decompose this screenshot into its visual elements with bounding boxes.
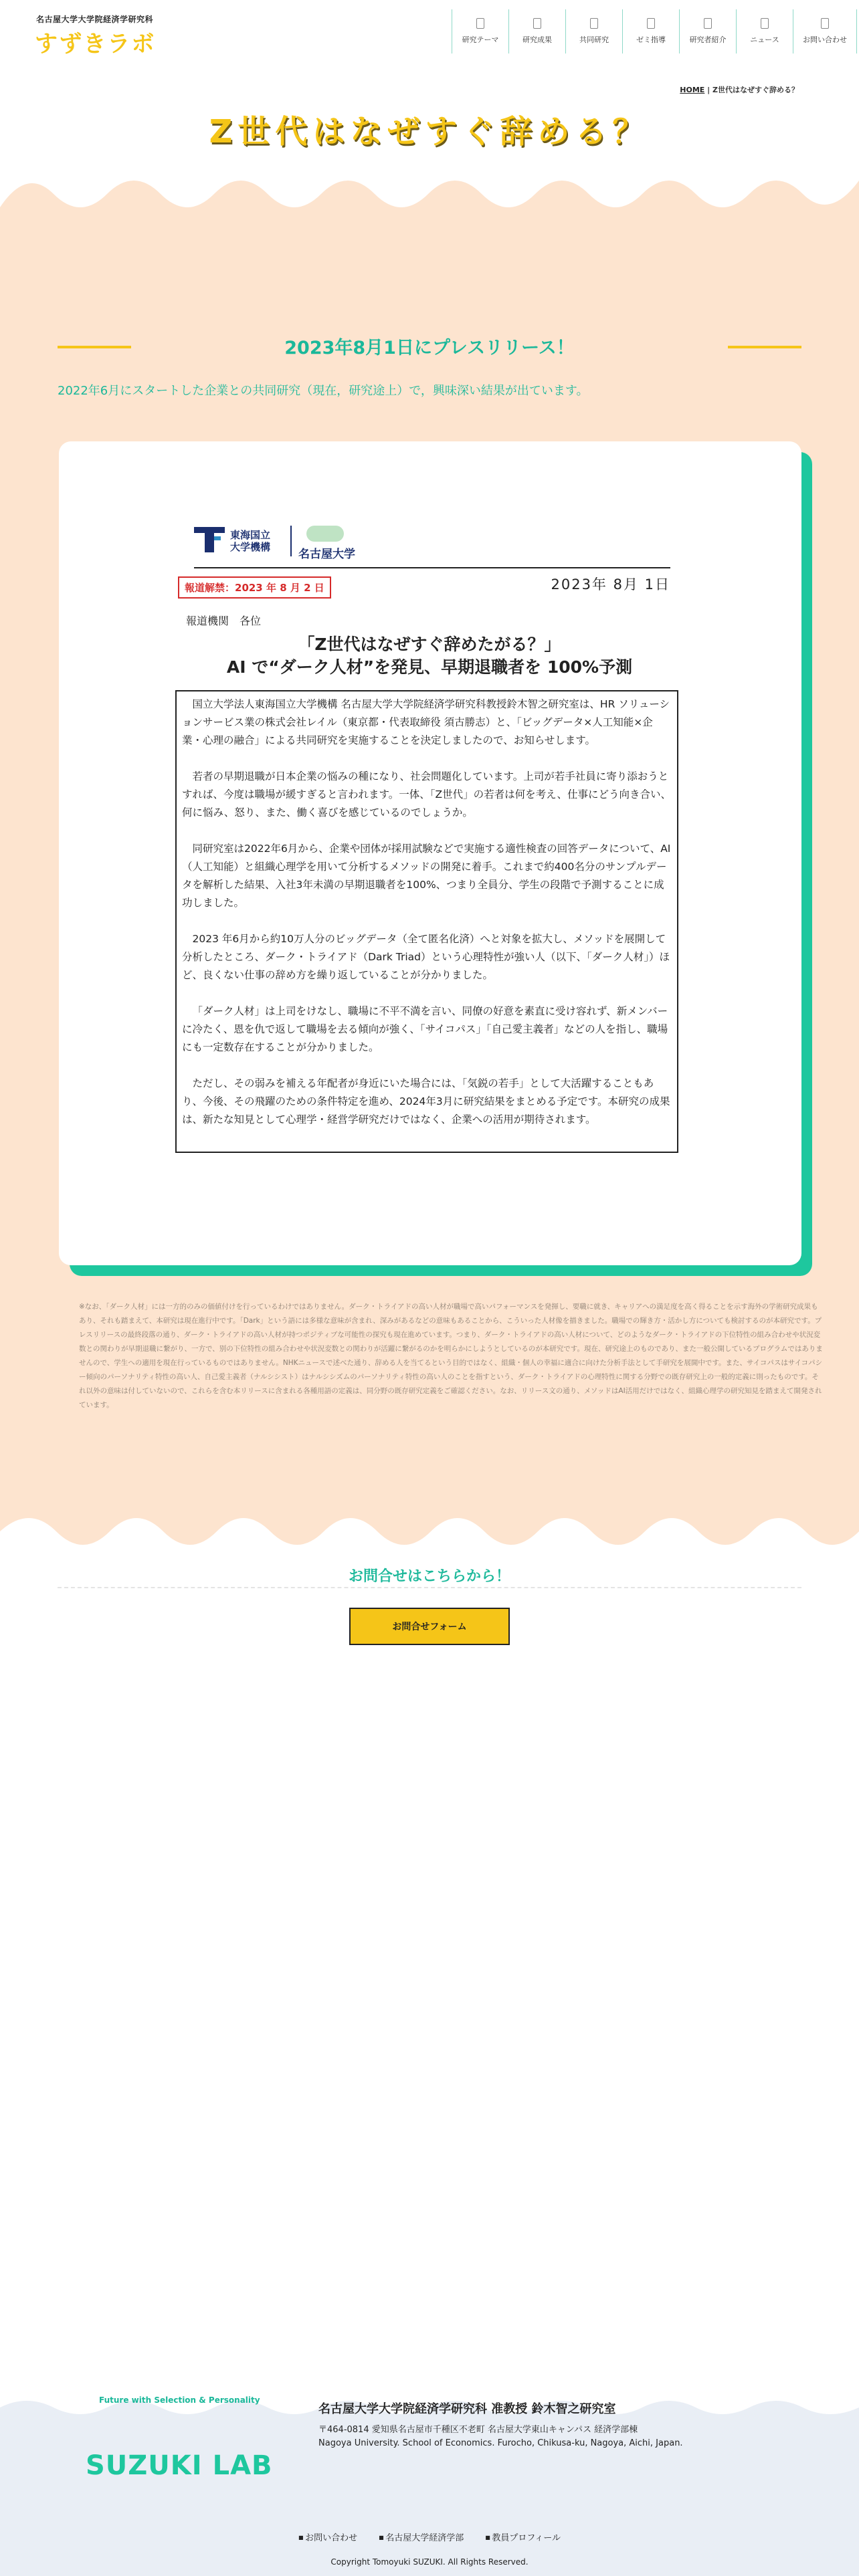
contact-divider (58, 1587, 801, 1588)
document-paragraph: 同研究室は2022年6月から、企業や団体が採用試験などで実施する適性検査の回答データについて、AI（人工知能）と組織心理学を用いて分析するメソッドの開発に着手。これまで約400名分のサンプルデータを解析した結果、入社3年未満の早期退職者を100%、つまり全員分、学生の段階で予測することに成功しました。 (182, 843, 671, 909)
book-icon (647, 18, 655, 29)
nav-research-theme[interactable] (452, 9, 508, 53)
nav-seminar[interactable] (622, 9, 679, 53)
press-heading: 2023年8月1日にプレスリリース！ (284, 338, 575, 358)
tokai-logo-text (230, 529, 270, 553)
nav-label: ニュース (750, 35, 779, 44)
mail-icon (821, 18, 829, 29)
footer-tagline: Future with Selection & Personality (99, 2395, 260, 2405)
logo-separator (290, 526, 292, 556)
document-paragraph: 「ダーク人材」は上司をけなし、職場に不平不満を言い、同僚の好意を素直に受け容れず、新メンバーに冷たく、恩を仇で返して職場を去る傾向が強く、「サイコパス」「自己愛主義者」などの人を指し、職場にも一定数存在することが分かりました。 (182, 1005, 668, 1053)
embargo-badge: 報道解禁：2023 年 8 月 2 日 (178, 576, 331, 599)
document-rule (194, 567, 670, 568)
nav-label: 研究者紹介 (689, 35, 727, 44)
tokai-logo-line1: 東海国立 (230, 529, 271, 541)
document-paragraph: ただし、その弱みを補える年配者が身近にいた場合には、「気鋭の若手」として大活躍することもあり、今後、その飛躍のための条件特定を進め、2024年3月に研究結果をまとめる予定です。本研究の成果は、新たな知見として心理学・経営学研究だけではなく、企業への活用が期待されます。 (182, 1077, 670, 1125)
copyright: Copyright Tomoyuki SUZUKI. All Rights Reserved. (330, 2557, 529, 2567)
footer-logo[interactable]: SUZUKI LAB (86, 2450, 273, 2481)
document-paragraph: 国立大学法人東海国立大学機構 名古屋大学大学院経済学研究科教授鈴木智之研究室は、HR ソリューションサービス業の株式会社レイル（東京都・代表取締役 須古勝志）と、「ビッグデータ×人工知能×企業・心理の融合」による共同研究を実施することを決定しましたので、お知らせします。 (182, 698, 670, 746)
contact-form-button[interactable]: お問合せフォーム (349, 1608, 510, 1645)
nav-contact[interactable] (793, 9, 857, 53)
person-icon (704, 18, 712, 29)
document-date: 2023年 8月 1日 (551, 576, 670, 593)
page-title: Z世代はなぜすぐ辞める？ (209, 113, 650, 150)
global-nav (452, 9, 857, 53)
tokai-logo-icon (194, 527, 225, 552)
document-paragraph: 若者の早期退職が日本企業の悩みの種になり、社会問題化しています。上司が若手社員に寄り添おうとすれば、今度は職場が緩すぎると言われます。一体、「Z世代」の若者は何を考え、仕事にどう向き合い、何に悩み、怒り、また、働く喜びを感じているのでしょうか。 (182, 770, 672, 819)
people-icon (590, 18, 598, 29)
footer-organization: 名古屋大学大学院経済学研究科 准教授 鈴木智之研究室 (318, 2402, 616, 2416)
footnote-text: ※なお、「ダーク人材」には一方的のみの価値付けを行っているわけではありません。ダーク・トライアドの高い人材が職場で高いパフォーマンスを発揮し、要職に就き、キャリアへの満足度を高く得ることを示す海外の学術研究成果もあり、それも踏まえて、本研究は現在進行中です。「Dark」という語には多様な意味が含まれ、深みがあるなどの意味もあることから、こういった人材像を描きました。職場での輝き方・活かし方についても検討するのが本研究です。プレスリリースの最終段落の通り、ダーク・トライアドの高い人材が持つポジティブな可能性の探究も現在進めています。つまり、ダーク・トライアドの高い人材について、どのようなダーク・トライアドの下位特性の組み合わせや状況変数との関わりが早期退職に繋がり、一方で、别の下位特性の組み合わせや状況変数との関わりが活躍に繋がるのかを明らかにしようとしているのが本研究です。現在、研究途上のものであり、また一般公開しているプログラムではありませんので、学生への適用を現在行っているものではありません。NHKニュースで述べた通り、辞める人を当てるという目的ではなく、組織・個人の幸福に適合に向けた分析手法として手研究を展開中です。また、サイコパスはサイコパシー傾向のパーソナリティ特性の高い人、自己愛主義者（ナルシシスト）はナルシシズムのパーソナリティ特性の高い人のことを指すという、ダーク・トライアドの心理特性に関する分野での既存研究上の一般的定義に則ったものです。それ以外の意味は付していないので、これらを含む本リリースに含まれる各種用語の定義は、同分野の既存研究定義をご確認ください。なお、リリース文の通り、メソッドはAI活用だけではなく、組織心理学の研究知見を踏まえて開発されています。 (79, 1303, 823, 1409)
press-lead-text: 2022年6月にスタートした企業との共同研究（現在，研究途上）で，興味深い結果が出ています。 (58, 384, 589, 398)
heading-decoration-right (728, 346, 801, 348)
contact-heading: お問合せはこちらから！ (348, 1568, 510, 1585)
footer-address: 〒464-0814 愛知県名古屋市千種区不老町 名古屋大学東山キャンパス 経済学部棟 (318, 2425, 638, 2435)
document-title-line2: AI で“ダーク人材”を発見、早期退職者を 100%予測 (226, 657, 633, 677)
document-body (175, 690, 678, 1153)
nav-news[interactable] (736, 9, 793, 53)
nav-label: 共同研究 (579, 35, 609, 44)
breadcrumb-separator: | (704, 86, 713, 94)
nav-label: 研究テーマ (462, 35, 499, 44)
document-icon (533, 18, 541, 29)
breadcrumb-home-link[interactable]: HOME (680, 86, 705, 94)
footer-link-faculty[interactable]: ■ 名古屋大学経済学部 (379, 2531, 464, 2543)
site-logo[interactable]: すずきラボ (35, 31, 156, 58)
footer-link-profile[interactable]: ■ 教員プロフィール (485, 2531, 561, 2543)
nav-label: 研究成果 (522, 35, 552, 44)
nav-researcher[interactable] (679, 9, 736, 53)
nav-research-results[interactable] (508, 9, 565, 53)
document-addressee: 報道機関 各位 (186, 615, 262, 627)
document-paragraph: 2023 年6月から約10万人分のビッグデータ（全て匿名化済）へと対象を拡大し、メソッドを展開して分析したところ、ダーク・トライアド（Dark Triad）という心理特性が強い人（以下、「ダーク人材」）ほど、良くない仕事の辞め方を繰り返していることが分かりました。 (182, 933, 670, 981)
breadcrumb-current: Z世代はなぜすぐ辞める？ (712, 86, 799, 94)
newspaper-icon (761, 18, 769, 29)
footer-links (0, 2531, 859, 2543)
nav-joint-research[interactable] (565, 9, 622, 53)
nav-label: お問い合わせ (803, 35, 847, 44)
breadcrumb (680, 84, 799, 95)
footer-address-en: Nagoya University. School of Economics. Furocho, Chikusa-ku, Nagoya, Aichi, Japan. (318, 2438, 683, 2448)
bookmark-icon (476, 18, 484, 29)
footer-wave-background (0, 2394, 859, 2576)
logo-subtitle: 名古屋大学大学院経済学研究科 (36, 15, 154, 24)
tokai-logo-line2: 大学機構 (230, 541, 271, 553)
site-header (0, 0, 859, 74)
nagoya-univ-logo-text: 名古屋大学 (298, 548, 355, 561)
nav-label: ゼミ指導 (636, 35, 666, 44)
footer-link-contact[interactable]: ■ お問い合わせ (298, 2531, 357, 2543)
site-footer (0, 2394, 859, 2576)
document-title-line1: 「Z世代はなぜすぐ辞めたがる？」 (298, 635, 561, 654)
nagoya-univ-logo-icon (306, 526, 344, 542)
